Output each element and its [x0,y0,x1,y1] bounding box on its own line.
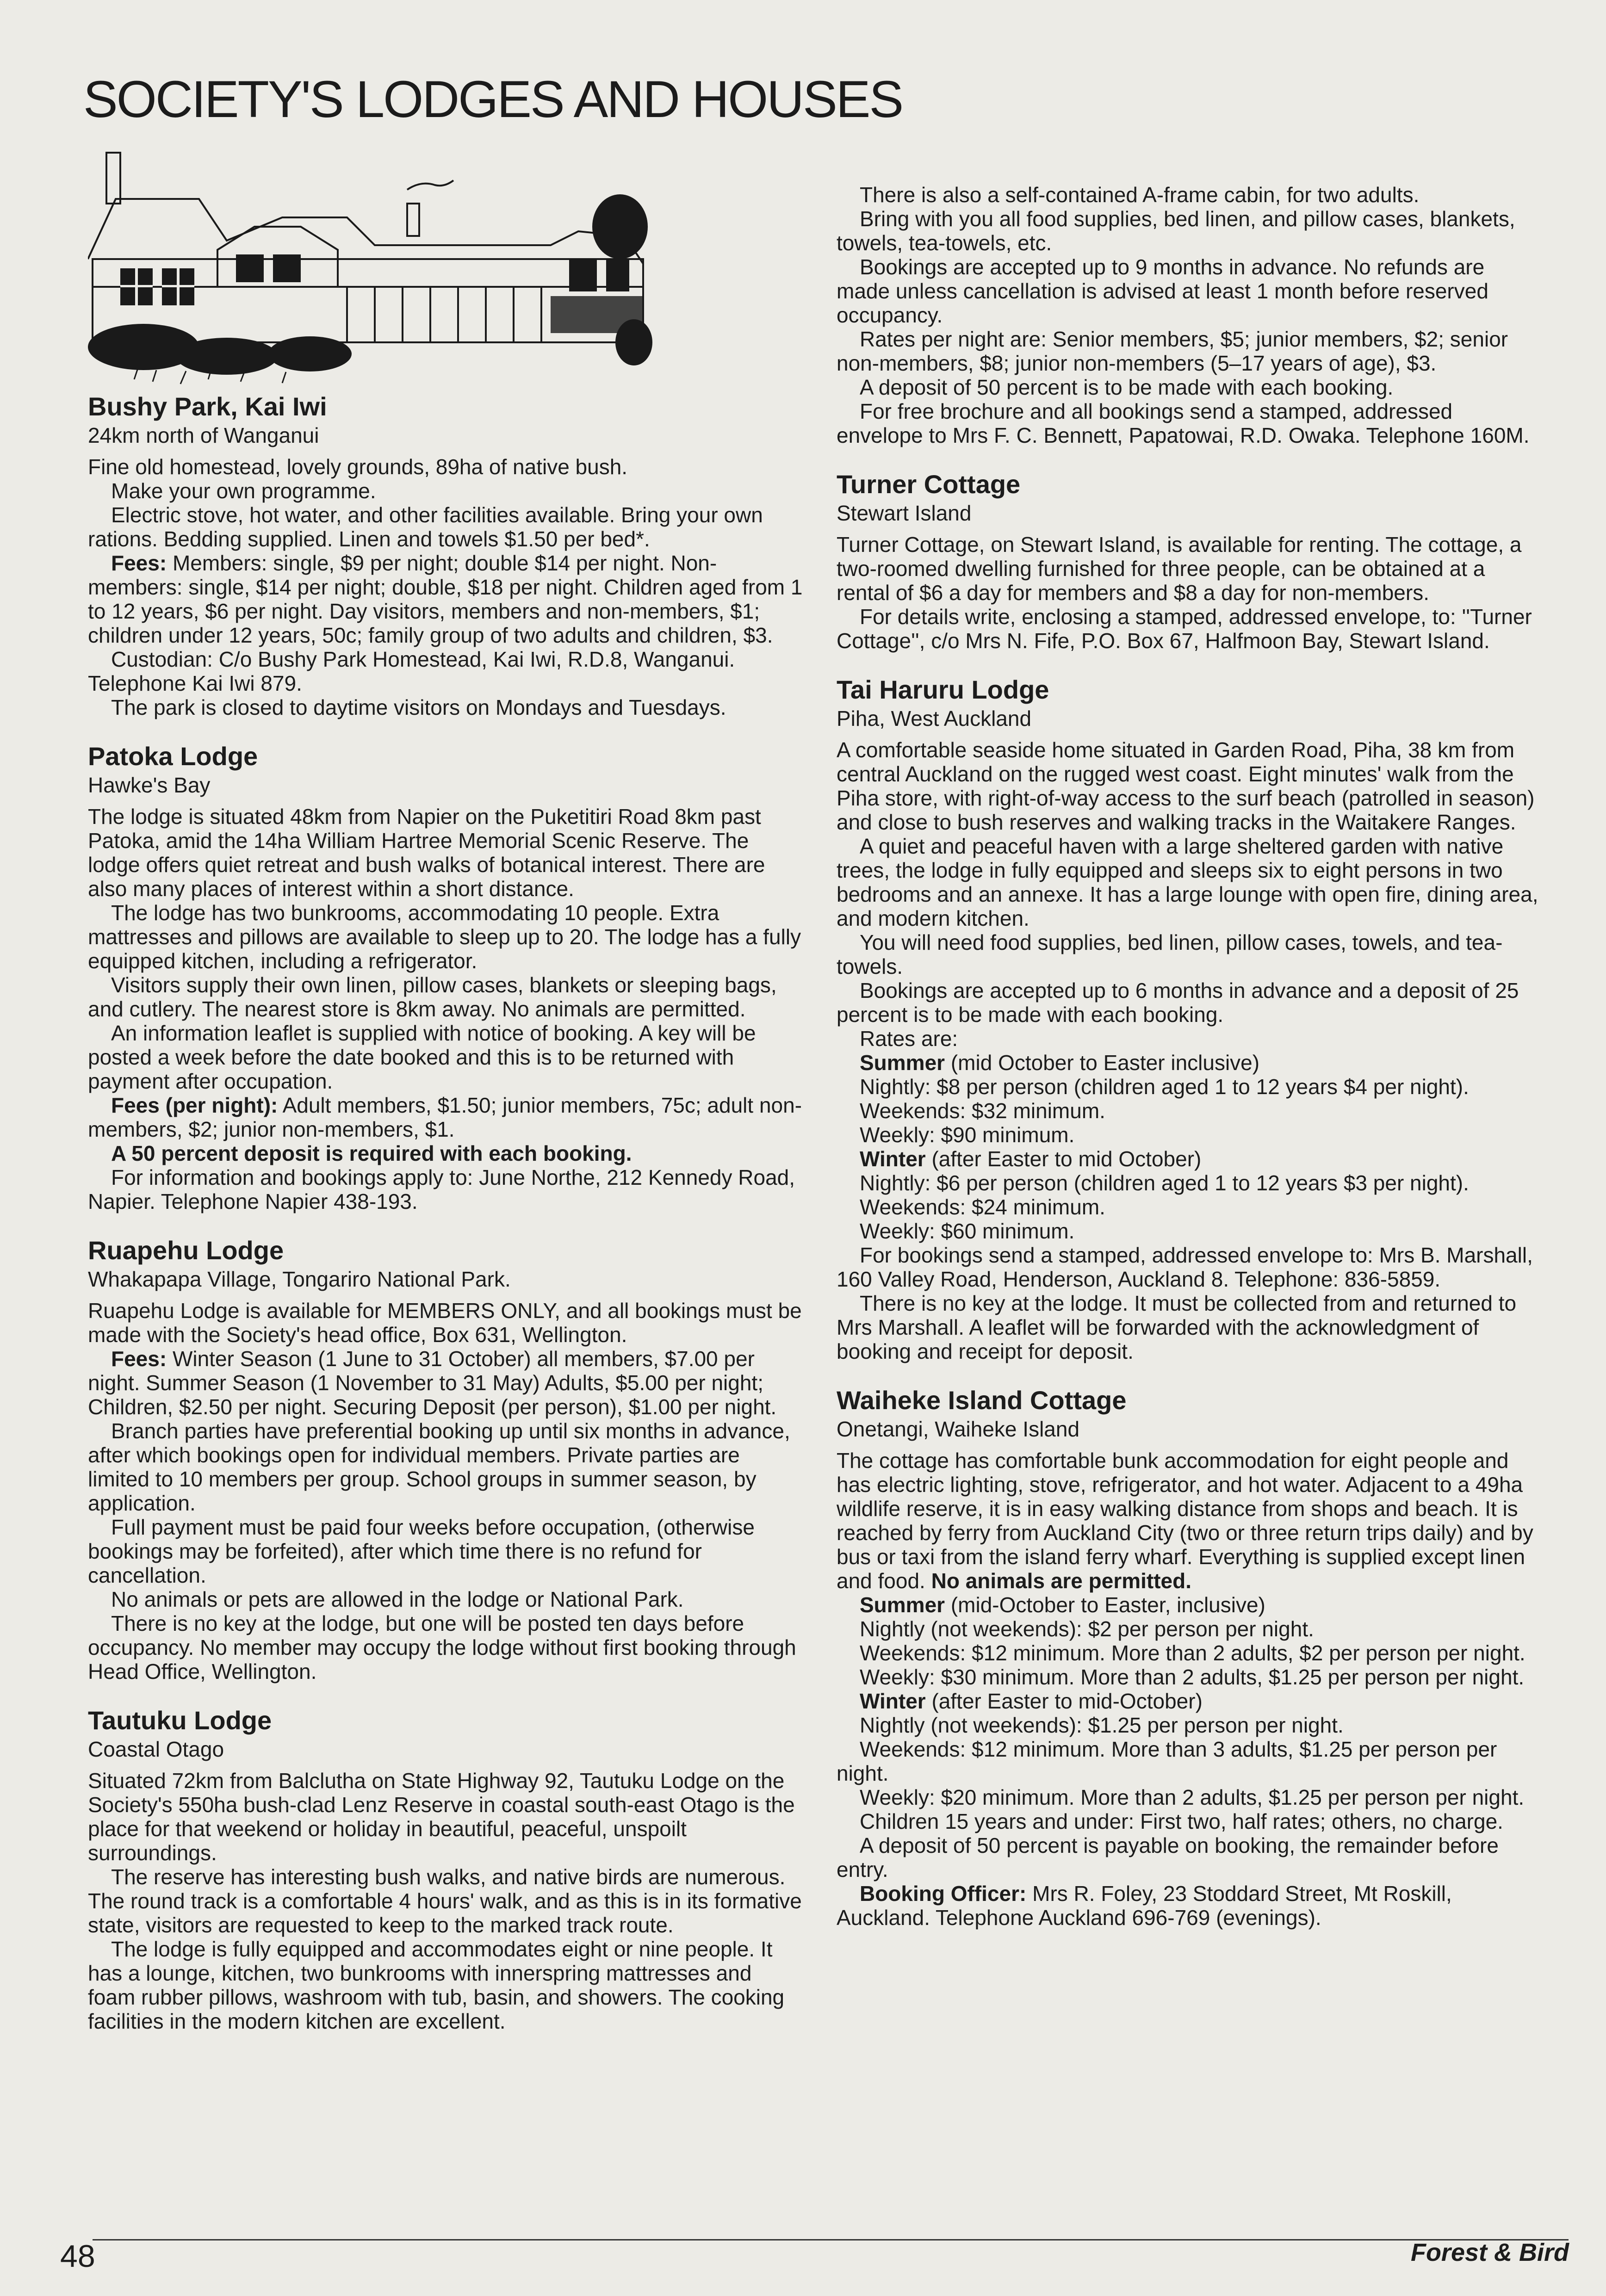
paragraph-text: (mid-October to Easter, inclusive) [945,1593,1265,1617]
paragraph: Weekly: $60 minimum. [860,1219,1075,1243]
paragraph-lead: Booking Officer: [860,1881,1027,1906]
footer-rule [93,2239,1569,2240]
paragraph: Nightly: $6 per person (children aged 1 to 12 years $3 per night). [860,1171,1469,1195]
paragraph: Nightly (not weekends): $1.25 per person per night. [860,1713,1344,1737]
section-bushy-park [88,391,803,719]
paragraph: There is no key at the lodge. It must be collected from and returned to Mrs Marshall. A leaflet will be forwarded with the acknowledgment of booking and receipt for deposit. [837,1291,1517,1363]
section-location: Piha, West Auckland [837,706,1032,730]
paragraph-text: (after Easter to mid-October) [925,1689,1203,1713]
paragraph: The lodge is situated 48km from Napier on the Puketitiri Road 8km past Patoka, amid the 14ha William Hartree Memorial Scenic Reserve. The lodge offers quiet retreat and bush walks of botanical interest. There are also many places of interest within a short distance. [88,805,765,901]
left-column [88,391,803,2055]
paragraph [837,1147,1540,1171]
section-turner-cottage [837,469,1540,653]
paragraph: Weekends: $24 minimum. [860,1195,1105,1219]
paragraph: There is no key at the lodge, but one will be posted ten days before occupancy. No member may occupy the lodge without first booking through Head Office, Wellington. [88,1611,796,1683]
section-title: Bushy Park, Kai Iwi [88,392,327,421]
paragraph: Nightly (not weekends): $2 per person per night. [860,1617,1314,1641]
paragraph-lead: Summer [860,1051,945,1075]
section-ruapehu-lodge [88,1235,803,1683]
paragraph: No animals or pets are allowed in the lodge or National Park. [111,1587,684,1611]
paragraph-lead: Winter [860,1147,926,1171]
section-tautuku-lodge [88,1705,803,2033]
paragraph: A deposit of 50 percent is to be made with each booking. [860,375,1394,399]
paragraph-text: The cottage has comfortable bunk accommodation for eight people and has electric lighting, stove, refrigerator, and hot water. Adjacent to a 49ha wildlife reserve, it is in easy walking distance from shops and beach. It is reached by ferry from Auckland City (two or three return trips daily) and by bus or taxi from the island ferry wharf. Everything is supplied except linen and food. [837,1448,1533,1593]
paragraph-text: (after Easter to mid October) [925,1147,1202,1171]
paragraph [88,1141,803,1165]
page-number: 48 [60,2239,95,2274]
paragraph [88,1093,803,1141]
paragraph: Weekends: $12 minimum. More than 3 adults, $1.25 per person per night. [837,1737,1497,1785]
section-location: Stewart Island [837,501,972,525]
paragraph: For free brochure and all bookings send a stamped, addressed envelope to Mrs F. C. Bennett, Papatowai, R.D. Owaka. Telephone 160M. [837,399,1530,447]
paragraph: The lodge is fully equipped and accommodates eight or nine people. It has a lounge, kitchen, two bunkrooms with innerspring mattresses and foam rubber pillows, washroom with tub, basin, and showers. The cooking facilities in the modern kitchen are excellent. [88,1937,785,2033]
paragraph-lead: A 50 percent deposit is required with each booking. [111,1141,632,1165]
paragraph: Children 15 years and under: First two, half rates; others, no charge. [860,1809,1503,1833]
paragraph: A comfortable seaside home situated in Garden Road, Piha, 38 km from central Auckland on the rugged west coast. Eight minutes' walk from the Piha store, with right-of-way access to the surf beach (patrolled in season) and close to bush reserves and walking tracks in the Waitakere Ranges. [837,738,1535,834]
paragraph: Ruapehu Lodge is available for MEMBERS ONLY, and all bookings must be made with the Society's head office, Box 631, Wellington. [88,1299,802,1347]
paragraph [88,551,803,647]
paragraph-tail: No animals are permitted. [925,1569,1192,1593]
paragraph: Situated 72km from Balclutha on State Highway 92, Tautuku Lodge on the Society's 550ha bush-clad Lenz Reserve in coastal south-east Otago is the place for that weekend or holiday in beautiful, peaceful, unspoilt surroundings. [88,1769,795,1865]
page-title: SOCIETY'S LODGES AND HOUSES [83,70,903,128]
paragraph: For information and bookings apply to: June Northe, 212 Kennedy Road, Napier. Telephone Napier 438-193. [88,1165,795,1213]
paragraph: Bookings are accepted up to 9 months in advance. No refunds are made unless cancellation is advised at least 1 month before reserved occupancy. [837,255,1488,327]
section-patoka-lodge [88,741,803,1213]
paragraph: The lodge has two bunkrooms, accommodating 10 people. Extra mattresses and pillows are available to sleep up to 20. The lodge has a fully equipped kitchen, including a refrigerator. [88,901,801,973]
paragraph: Electric stove, hot water, and other facilities available. Bring your own rations. Bedding supplied. Linen and towels $1.50 per bed*. [88,503,763,551]
paragraph: Rates per night are: Senior members, $5; junior members, $2; senior non-members, $8; junior non-members (5–17 years of age), $3. [837,327,1508,375]
section-title: Turner Cottage [837,470,1021,499]
paragraph-lead: Summer [860,1593,945,1617]
paragraph: Weekly: $90 minimum. [860,1123,1075,1147]
paragraph-text: (mid October to Easter inclusive) [945,1051,1260,1075]
paragraph: Visitors supply their own linen, pillow cases, blankets or sleeping bags, and cutlery. The nearest store is 8km away. No animals are permitted. [88,973,777,1021]
paragraph-lead: Fees: [111,551,167,575]
paragraph-lead: Fees (per night): [111,1093,278,1117]
section-title: Patoka Lodge [88,742,258,771]
paragraph: There is also a self-contained A-frame cabin, for two adults. [860,183,1420,207]
paragraph-text: Mrs R. Foley, 23 Stoddard Street, Mt Roskill, Auckland. Telephone Auckland 696-769 (evenings). [837,1881,1452,1930]
section-location: Onetangi, Waiheke Island [837,1417,1080,1441]
paragraph: Custodian: C/o Bushy Park Homestead, Kai Iwi, R.D.8, Wanganui. Telephone Kai Iwi 879. [88,647,735,695]
paragraph-lead: Winter [860,1689,926,1713]
paragraph-text: Winter Season (1 June to 31 October) all members, $7.00 per night. Summer Season (1 November to 31 May) Adults, $5.00 per night; Children, $2.50 per night. Securing Deposit (per person), $1.00 per night. [88,1347,777,1419]
paragraph: Weekly: $30 minimum. More than 2 adults, $1.25 per person per night. [860,1665,1525,1689]
paragraph: A quiet and peaceful haven with a large sheltered garden with native trees, the lodge in fully equipped and sleeps six to eight persons in two bedrooms and an annexe. It has a large lounge with open fire, dining area, and modern kitchen. [837,834,1538,930]
paragraph: For details write, enclosing a stamped, addressed envelope, to: ''Turner Cottage'', c/o Mrs N. Fife, P.O. Box 67, Halfmoon Bay, Stewart Island. [837,605,1532,653]
paragraph: Turner Cottage, on Stewart Island, is available for renting. The cottage, a two-roomed dwelling furnished for three people, can be obtained at a rental of $6 a day for members and $8 a day for non-members. [837,532,1522,605]
section-title: Waiheke Island Cottage [837,1386,1127,1415]
paragraph: The reserve has interesting bush walks, and native birds are numerous. The round track is a comfortable 4 hours' walk, and as this is in its formative state, visitors are requested to keep to the marked track route. [88,1865,802,1937]
paragraph [88,1347,803,1419]
paragraph [837,1051,1540,1075]
paragraph [837,1593,1540,1617]
paragraph: For bookings send a stamped, addressed envelope to: Mrs B. Marshall, 160 Valley Road, Henderson, Auckland 8. Telephone: 836-5859. [837,1243,1533,1291]
paragraph: An information leaflet is supplied with notice of booking. A key will be posted a week before the date booked and this is to be returned with payment after occupation. [88,1021,756,1093]
section-location: Hawke's Bay [88,773,211,797]
section-location: 24km north of Wanganui [88,423,319,447]
paragraph [837,1689,1540,1713]
section-tautuku-continued [837,183,1540,447]
paragraph: Weekends: $32 minimum. [860,1099,1105,1123]
paragraph: Rates are: [860,1027,958,1051]
section-location: Coastal Otago [88,1737,224,1761]
paragraph: Weekly: $20 minimum. More than 2 adults, $1.25 per person per night. [860,1785,1525,1809]
paragraph: Fine old homestead, lovely grounds, 89ha of native bush. [88,455,628,479]
paragraph [837,1881,1540,1930]
section-location: Whakapapa Village, Tongariro National Park. [88,1267,511,1291]
paragraph: You will need food supplies, bed linen, pillow cases, towels, and tea-towels. [837,930,1503,978]
paragraph: Bring with you all food supplies, bed linen, and pillow cases, blankets, towels, tea-towels, etc. [837,207,1515,255]
section-tai-haruru-lodge [837,674,1540,1363]
paragraph: Branch parties have preferential booking up until six months in advance, after which bookings open for individual members. Private parties are limited to 10 members per group. School groups in summer season, by application. [88,1419,790,1515]
paragraph: Weekends: $12 minimum. More than 2 adults, $2 per person per night. [860,1641,1525,1665]
paragraph: Nightly: $8 per person (children aged 1 to 12 years $4 per night). [860,1075,1469,1099]
paragraph: Full payment must be paid four weeks before occupation, (otherwise bookings may be forfeited), after which time there is no refund for cancellation. [88,1515,755,1587]
section-title: Tautuku Lodge [88,1706,272,1735]
paragraph: A deposit of 50 percent is payable on booking, the remainder before entry. [837,1833,1499,1881]
section-waiheke-island-cottage [837,1385,1540,1930]
section-title: Tai Haruru Lodge [837,675,1049,704]
paragraph-lead: Fees: [111,1347,167,1371]
magazine-name: Forest & Bird [1410,2239,1569,2266]
paragraph: Bookings are accepted up to 6 months in advance and a deposit of 25 percent is to be made with each booking. [837,978,1519,1027]
homestead-illustration [88,148,652,389]
paragraph: The park is closed to daytime visitors on Mondays and Tuesdays. [111,695,726,719]
paragraph-text: Members: single, $9 per night; double $14 per night. Non-members: single, $14 per night; double, $18 per night. Children aged from 1 to 12 years, $6 per night. Day visitors, members and non-members, $1; children under 12 years, 50c; family group of two adults and children, $3. [88,551,803,647]
paragraph: Make your own programme. [111,479,376,503]
right-column [837,183,1540,1951]
paragraph-text: Adult members, $1.50; junior members, 75c; adult non-members, $2; junior non-members, $1. [88,1093,802,1141]
paragraph [837,1448,1540,1593]
section-title: Ruapehu Lodge [88,1236,284,1265]
